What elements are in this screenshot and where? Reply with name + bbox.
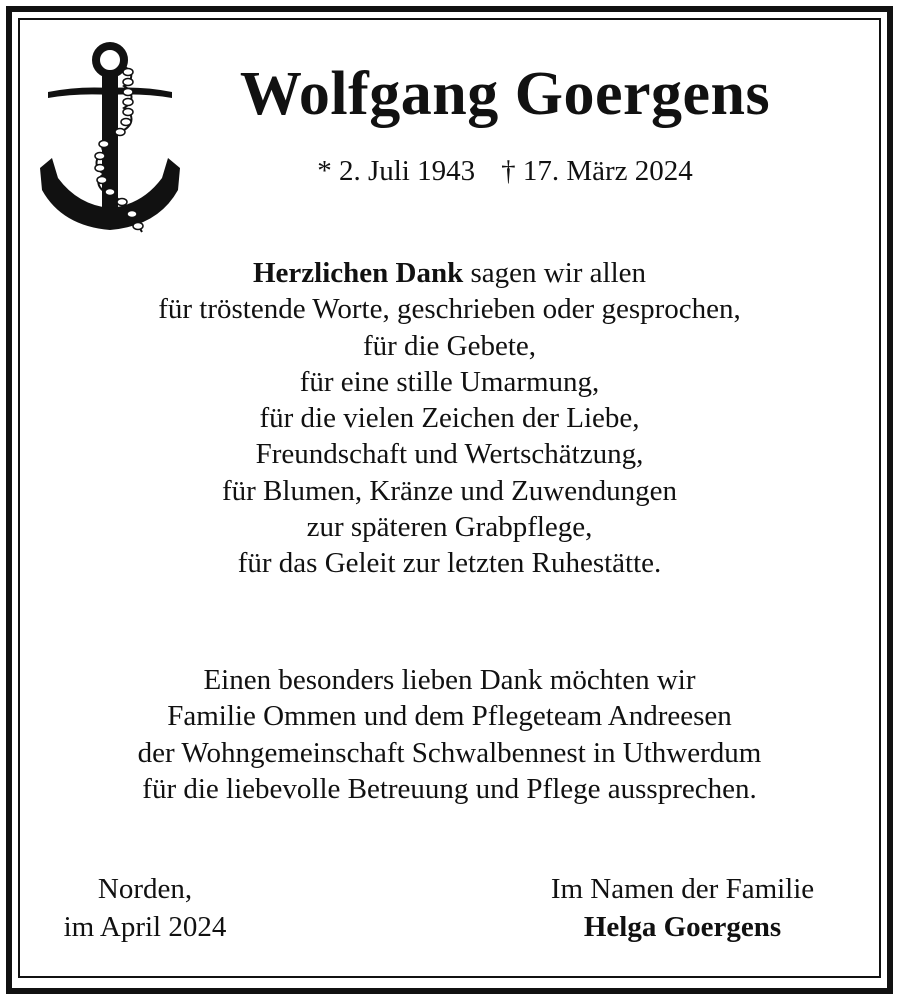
signature-name: Helga Goergens <box>583 911 782 943</box>
thanks-line: für das Geleit zur letzten Ruhestätte. <box>237 547 662 580</box>
thanks-block <box>20 255 879 582</box>
thanks-lead-line <box>20 255 879 291</box>
anchor-icon <box>38 40 188 235</box>
special-thanks-line: Familie Ommen und dem Pflegeteam Andreesen <box>167 700 732 733</box>
thanks-line: für tröstende Worte, geschrieben oder gesprochen, <box>158 293 741 326</box>
deceased-name: Wolfgang Goergens <box>239 60 771 128</box>
thanks-line: Freundschaft und Wertschätzung, <box>255 438 644 471</box>
thanks-line: für die vielen Zeichen der Liebe, <box>259 402 640 435</box>
special-thanks-line: Einen besonders lieben Dank möchten wir <box>203 664 696 696</box>
life-dates <box>240 153 770 189</box>
special-thanks-block <box>20 662 879 807</box>
place-date <box>40 870 250 946</box>
signature-block <box>510 870 855 946</box>
on-behalf: Im Namen der Familie <box>550 873 815 905</box>
thanks-line: für Blumen, Kränze und Zuwendungen <box>221 474 677 507</box>
special-thanks-line: für die liebevolle Betreuung und Pflege aussprechen. <box>142 772 757 805</box>
thanks-lead-rest: sagen wir allen <box>463 257 647 289</box>
thanks-line: für eine stille Umarmung, <box>299 365 600 398</box>
thanks-line: zur späteren Grabpflege, <box>306 511 593 544</box>
thanks-line: für die Gebete, <box>362 329 537 362</box>
date: im April 2024 <box>63 911 227 943</box>
death-date: † 17. März 2024 <box>501 155 693 187</box>
thanks-lead-bold: Herzlichen Dank <box>252 257 464 289</box>
birth-date: * 2. Juli 1943 <box>317 155 476 187</box>
special-thanks-line: der Wohngemeinschaft Schwalbennest in Uthwerdum <box>137 736 762 769</box>
place: Norden, <box>97 873 193 905</box>
